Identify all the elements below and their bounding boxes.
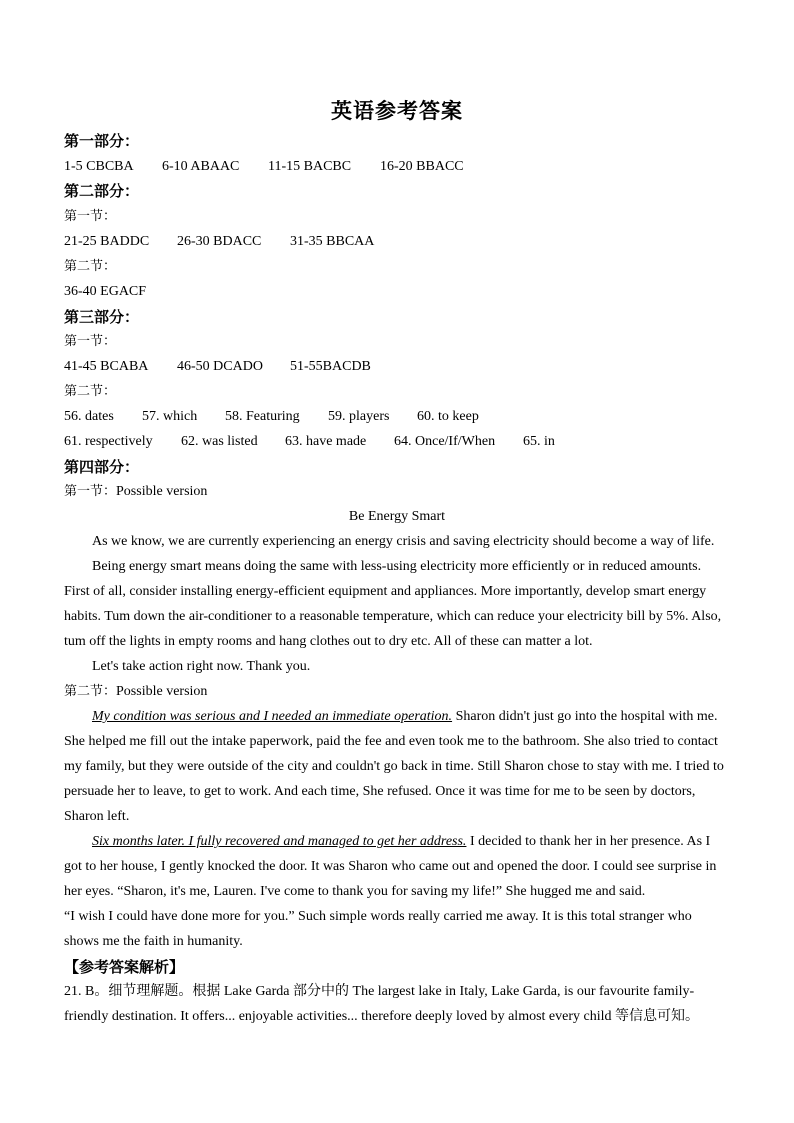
part3-row1 [64,409,730,425]
part1-heading: 第一部分： [64,132,140,150]
part2-section1-answers [64,234,730,250]
fill-answer: 57. which [142,409,198,424]
essay-paragraph-3: Let's take action right now. Thank you. [92,659,311,674]
fill-answer: 60. to keep [417,409,479,424]
section-label: 第二节： [64,684,117,699]
answer-group: 46-50 DCADO [177,359,263,374]
part3-section2-label: 第二节： [64,384,117,399]
fill-answer: 65. in [523,434,555,449]
part3-row2 [64,434,730,450]
story-paragraph-1 [64,704,730,829]
story-text: I decided to thank her in her presence. As I got to her house, I gently knocked the door. It was Sharon who came out and opened the door. I could see surprise in her eyes. “Sharon, it's me, Lauren. I've come to thank you for saving my life!” She hugged me and said. [64,834,717,899]
answer-group: 41-45 BCABA [64,359,149,374]
story-paragraph-3: “I wish I could have done more for you.” Such simple words really carried me away. It is this total stranger who shows me the faith in humanity. [64,909,692,949]
answer-group: 16-20 BBACC [380,159,464,174]
answer-group: 31-35 BBCAA [290,234,375,249]
story-lead-sentence: Six months later. I fully recovered and managed to get her address. [92,834,467,849]
analysis-item-21: 21. B。细节理解题。根据 Lake Garda 部分中的 The largest lake in Italy, Lake Garda, is our favourite family-friendly destination. It offers... enjoyable activities... therefore deeply loved by almost every child 等信息可知。 [64,984,700,1024]
story-text: Sharon didn't just go into the hospital with me. She helped me fill out the intake paperwork, paid the fee and even took me to the bathroom. She also tried to contact my family, but they were outside of the city and couldn't go back in time. Still Sharon chose to stay with me. I tried to persuade her to leave, to get to work. And each time, She refused. Once it was time for me to be seen by doctors, Sharon left. [64,709,724,824]
page-title: 英语参考答案 [331,99,463,123]
section-label: 第一节： [64,484,117,499]
fill-answer: 62. was listed [181,434,258,449]
answer-group: 6-10 ABAAC [162,159,240,174]
essay-paragraph-2: Being energy smart means doing the same with less-using electricity more efficiently or in reduced amounts. First of all, consider installing energy-efficient equipment and appliances. More importantly, develop smart energy habits. Tum down the air-conditioner to a reasonable temperature, which can reduce your electricity bill by 5%. Also, tum off the lights in empty rooms and hang clothes out to dry etc. All of these can matter a lot. [64,559,722,649]
part4-section1-label [64,484,730,500]
part2-heading: 第二部分： [64,182,140,200]
answer-group: 1-5 CBCBA [64,159,134,174]
part1-answers [64,159,730,175]
answer-group: 26-30 BDACC [177,234,262,249]
fill-answer: 56. dates [64,409,114,424]
answer-group: 51-55BACDB [290,359,371,374]
essay-title: Be Energy Smart [348,509,446,524]
part2-section2-answers [64,284,730,300]
fill-answer: 58. Featuring [225,409,300,424]
part2-section2-label: 第二节： [64,259,117,274]
fill-answer: 59. players [328,409,390,424]
story-lead-sentence: My condition was serious and I needed an immediate operation. [92,709,453,724]
fill-answer: 61. respectively [64,434,153,449]
part3-section1-answers [64,359,730,375]
fill-answer: 63. have made [285,434,367,449]
part3-section1-label: 第一节： [64,334,117,349]
essay-paragraph-1: As we know, we are currently experiencing an energy crisis and saving electricity should become a way of life. [92,534,715,549]
version-label: Possible version [116,684,208,699]
answer-group: 36-40 EGACF [64,284,147,299]
story-paragraph-2 [64,829,730,904]
answer-group: 21-25 BADDC [64,234,150,249]
fill-answer: 64. Once/If/When [394,434,496,449]
part2-section1-label: 第一节： [64,209,117,224]
analysis-heading: 【参考答案解析】 [64,958,185,976]
version-label: Possible version [116,484,208,499]
answer-group: 11-15 BACBC [268,159,352,174]
part4-section2-label [64,684,730,700]
part3-heading: 第三部分： [64,308,140,326]
part4-heading: 第四部分： [64,458,140,476]
